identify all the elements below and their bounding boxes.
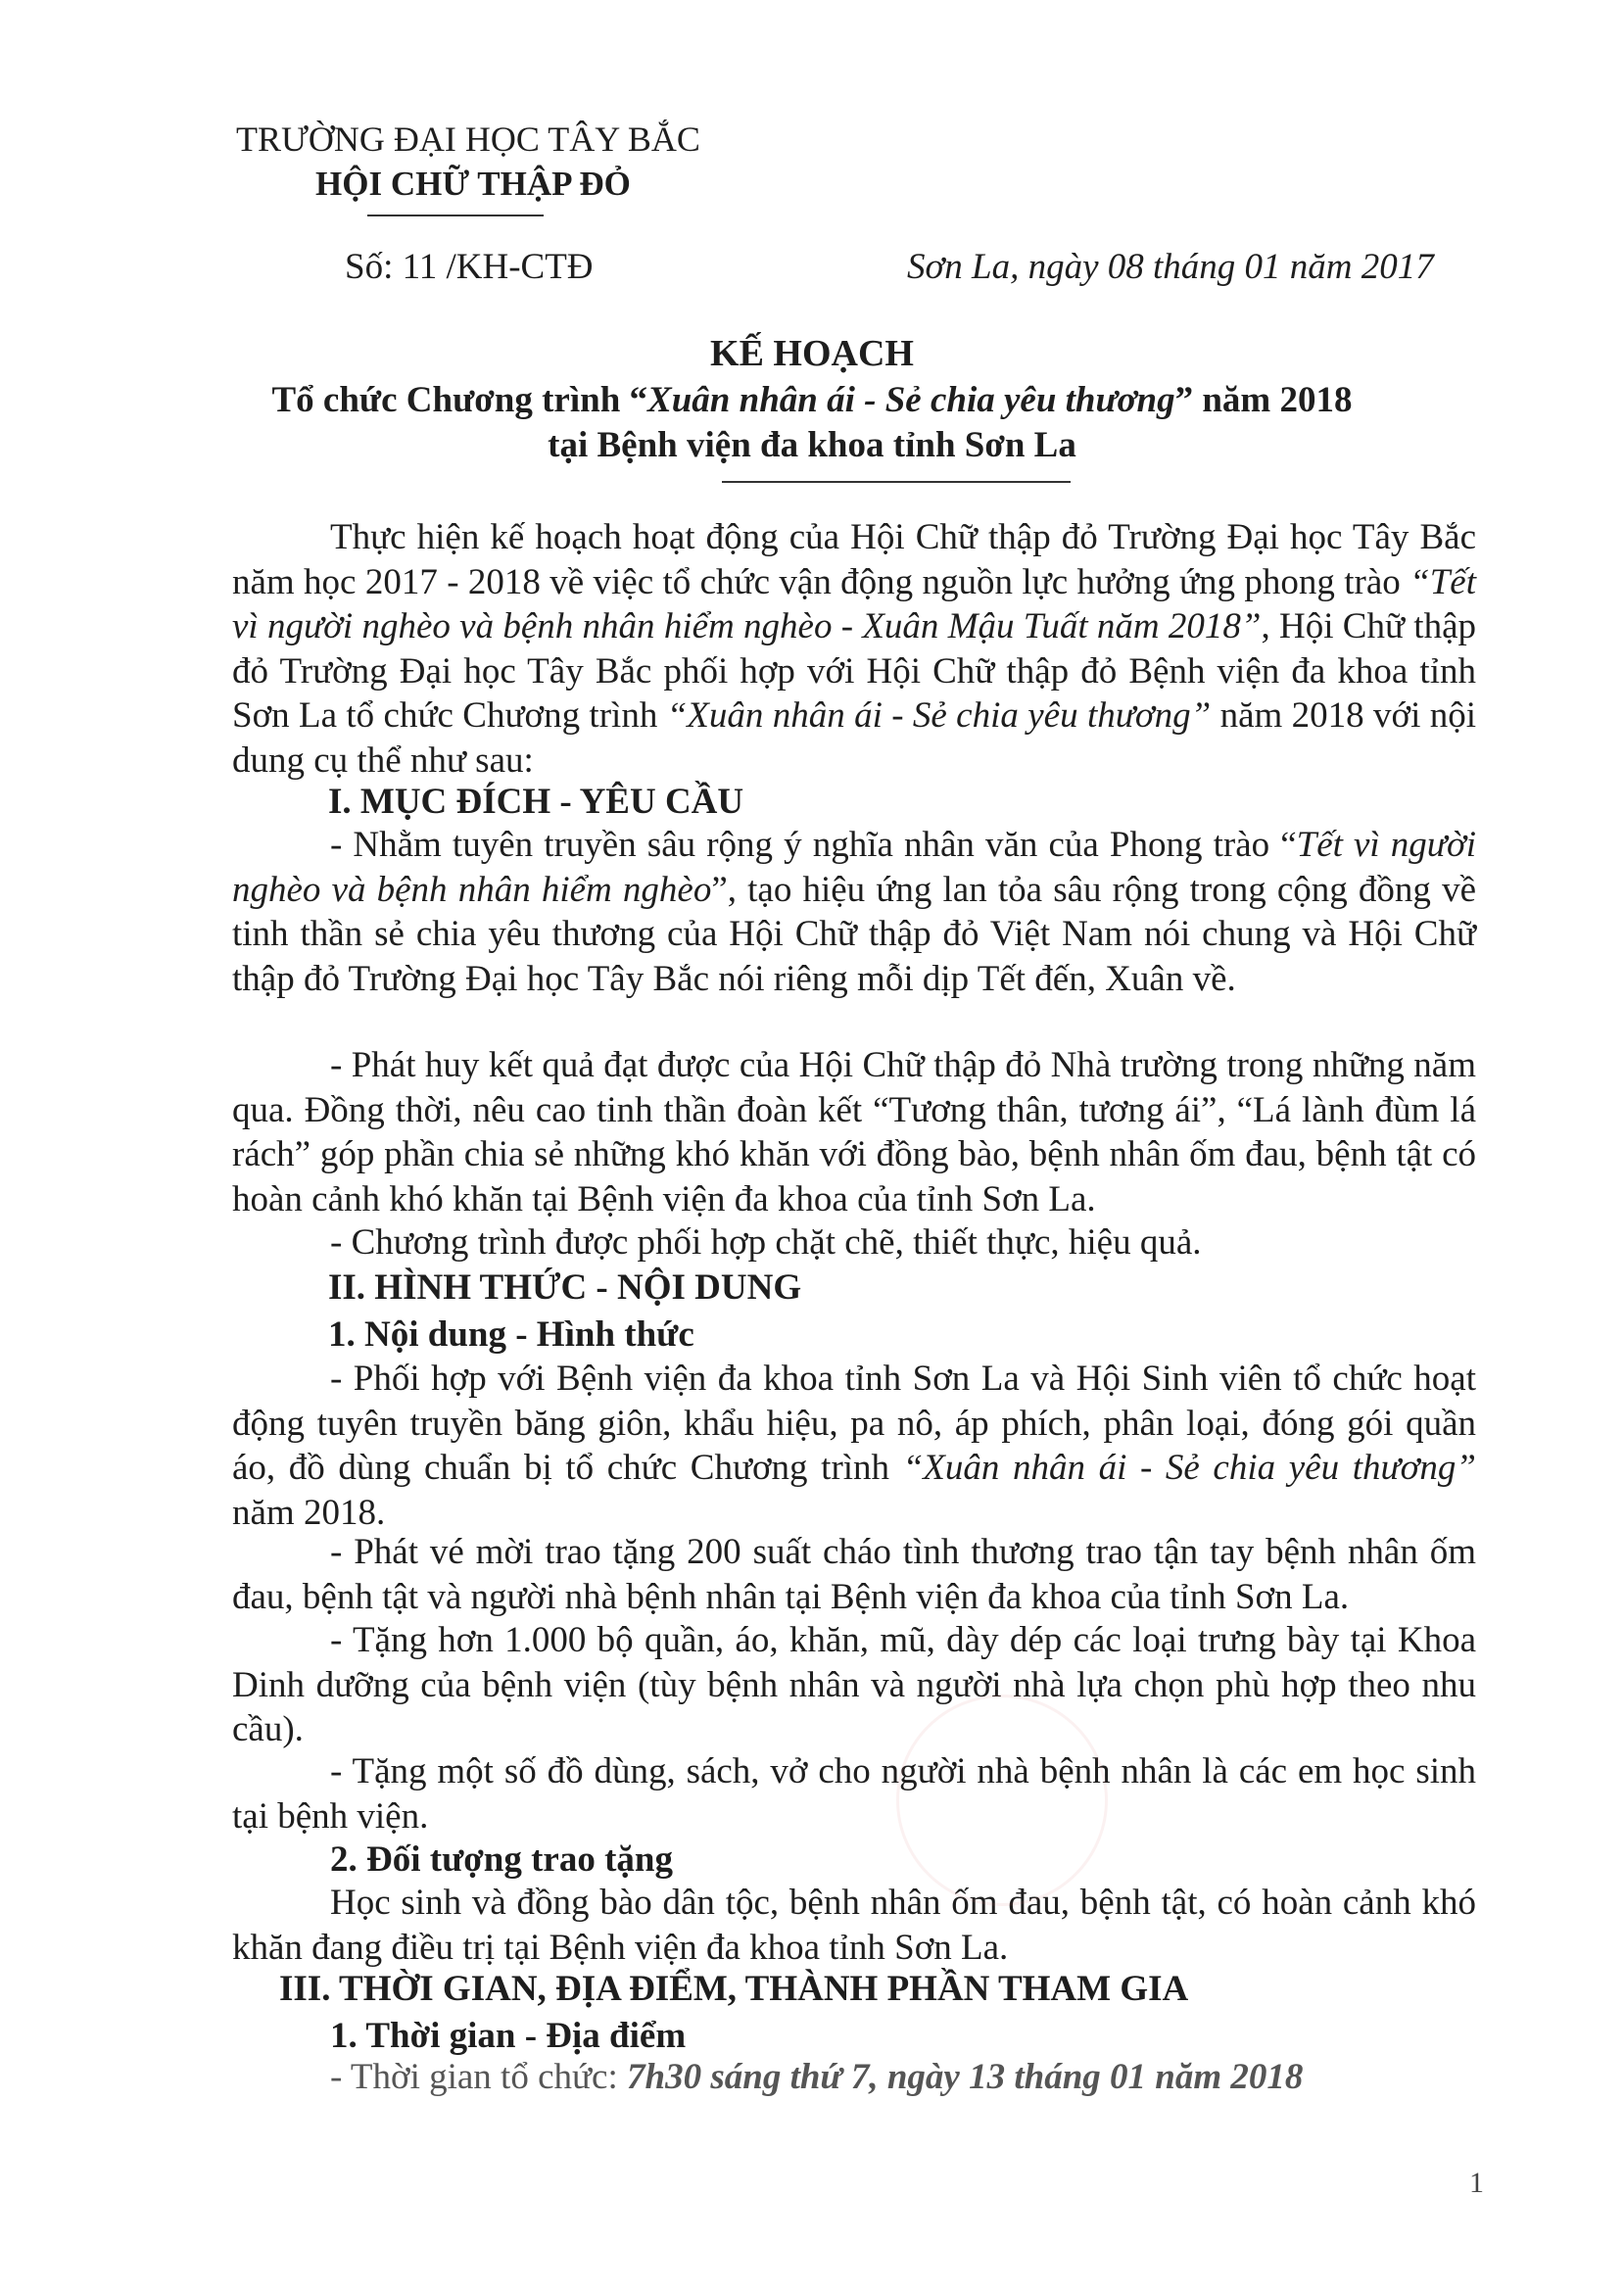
document-number: Số: 11 /KH-CTĐ (345, 247, 594, 287)
section-3-heading: III. THỜI GIAN, ĐỊA ĐIỂM, THÀNH PHẦN THAM GIA (279, 1969, 1189, 2009)
title-line-2: Tổ chức Chương trình “Xuân nhân ái - Sẻ chia yêu thương” năm 2018 (271, 380, 1353, 420)
page-number: 1 (1469, 2167, 1484, 2199)
section-2-bullet-2: - Phát vé mời trao tặng 200 suất cháo tình thương trao tận tay bệnh nhân ốm đau, bệnh tật và người nhà bệnh nhân tại Bệnh viện đa khoa của tỉnh Sơn La. (232, 1532, 1476, 1617)
title-underline (722, 481, 1071, 483)
document-title: KẾ HOẠCH (710, 333, 914, 374)
section-2-subheading-2: 2. Đối tượng trao tặng (330, 1839, 673, 1880)
intro-paragraph: Thực hiện kế hoạch hoạt động của Hội Chữ thập đỏ Trường Đại học Tây Bắc năm học 2017 - 2018 về việc tổ chức vận động nguồn lực hưởng ứng phong trào “Tết vì người nghèo và bệnh nhân hiểm nghèo - Xuân Mậu Tuất năm 2018”, Hội Chữ thập đỏ Trường Đại học Tây Bắc phối hợp với Hội Chữ thập đỏ Bệnh viện đa khoa tỉnh Sơn La tổ chức Chương trình “Xuân nhân ái - Sẻ chia yêu thương” năm 2018 với nội dung cụ thể như sau: (232, 517, 1476, 781)
section-3-subheading-1: 1. Thời gian - Địa điểm (330, 2016, 687, 2056)
section-2-subheading-1: 1. Nội dung - Hình thức (328, 1314, 694, 1355)
header-underline (367, 215, 544, 216)
place-date: Sơn La, ngày 08 tháng 01 năm 2017 (907, 247, 1434, 287)
section-2-bullet-1: - Phối hợp với Bệnh viện đa khoa tỉnh Sơn La và Hội Sinh viên tổ chức hoạt động tuyên truyền băng giôn, khẩu hiệu, pa nô, áp phích, phân loại, đóng gói quần áo, đồ dùng chuẩn bị tổ chức Chương trình “Xuân nhân ái - Sẻ chia yêu thương” năm 2018. (232, 1359, 1476, 1533)
section-2-paragraph: Học sinh và đồng bào dân tộc, bệnh nhân ốm đau, bệnh tật, có hoàn cảnh khó khăn đang điều trị tại Bệnh viện đa khoa tỉnh Sơn La. (232, 1883, 1476, 1968)
section-2-heading: II. HÌNH THỨC - NỘI DUNG (328, 1267, 802, 1308)
section-1-bullet-3: - Chương trình được phối hợp chặt chẽ, thiết thực, hiệu quả. (330, 1222, 1202, 1263)
section-1-heading: I. MỤC ĐÍCH - YÊU CẦU (328, 782, 744, 822)
org-unit: HỘI CHỮ THẬP ĐỎ (315, 165, 631, 203)
org-parent: TRƯỜNG ĐẠI HỌC TÂY BẮC (236, 119, 700, 159)
section-1-bullet-2: - Phát huy kết quả đạt được của Hội Chữ thập đỏ Nhà trường trong những năm qua. Đồng thời, nêu cao tinh thần đoàn kết “Tương thân, tương ái”, “Lá lành đùm lá rách” góp phần chia sẻ những khó khăn với đồng bào, bệnh nhân ốm đau, bệnh tật có hoàn cảnh khó khăn tại Bệnh viện đa khoa của tỉnh Sơn La. (232, 1045, 1476, 1219)
title-line-3: tại Bệnh viện đa khoa tỉnh Sơn La (548, 425, 1076, 465)
section-1-bullet-1: - Nhằm tuyên truyền sâu rộng ý nghĩa nhân văn của Phong trào “Tết vì người nghèo và bệnh nhân hiểm nghèo”, tạo hiệu ứng lan tỏa sâu rộng trong cộng đồng về tinh thần sẻ chia yêu thương của Hội Chữ thập đỏ Việt Nam nói chung và Hội Chữ thập đỏ Trường Đại học Tây Bắc nói riêng mỗi dịp Tết đến, Xuân về. (232, 825, 1476, 999)
section-3-time: - Thời gian tổ chức: 7h30 sáng thứ 7, ngày 13 tháng 01 năm 2018 (330, 2057, 1304, 2097)
stamp-impression (896, 1695, 1108, 1906)
section-2-bullet-3: - Tặng hơn 1.000 bộ quần, áo, khăn, mũ, dày dép các loại trưng bày tại Khoa Dinh dưỡng của bệnh viện (tùy bệnh nhân và người nhà lựa chọn phù hợp theo nhu cầu). (232, 1620, 1476, 1749)
section-2-bullet-4: - Tặng một số đồ dùng, sách, vở cho người nhà bệnh nhân là các em học sinh tại bệnh viện. (232, 1751, 1476, 1837)
